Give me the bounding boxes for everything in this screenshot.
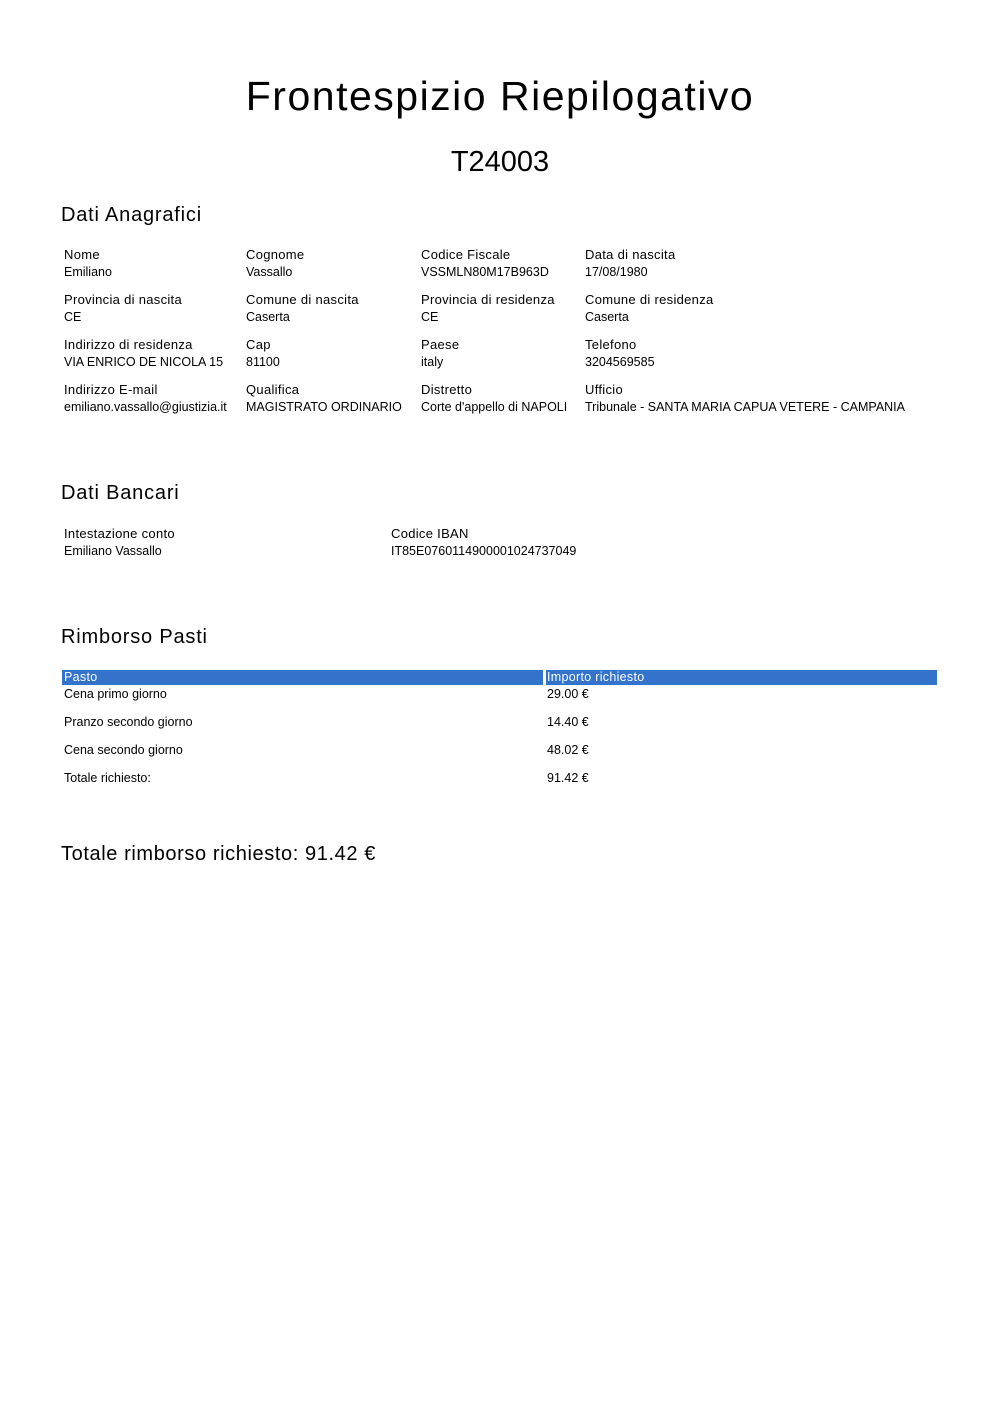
header-importo: Importo richiesto: [547, 670, 645, 684]
field-label: Cap: [246, 337, 271, 352]
field-value: italy: [421, 355, 444, 369]
cell-pasto: Pranzo secondo giorno: [64, 715, 193, 729]
field-value: IT85E0760114900001024737049: [391, 544, 577, 558]
field-iban: [391, 526, 576, 559]
field-value: 3204569585: [585, 355, 655, 369]
table-row: [62, 741, 937, 769]
field-label: Intestazione conto: [64, 526, 175, 541]
field-telefono: [585, 337, 655, 370]
field-provincia-nascita: [64, 292, 182, 325]
field-label: Data di nascita: [585, 247, 676, 262]
field-value: 17/08/1980: [585, 265, 648, 279]
field-label: Distretto: [421, 382, 473, 397]
field-paese: [421, 337, 459, 370]
field-comune-nascita: [246, 292, 359, 325]
field-label: Provincia di residenza: [421, 292, 555, 307]
field-value: Tribunale - SANTA MARIA CAPUA VETERE - CAMPANIA: [585, 400, 905, 414]
field-value: CE: [421, 310, 439, 324]
header-pasto: Pasto: [64, 670, 98, 684]
meal-table: [62, 670, 937, 797]
field-data-nascita: [585, 247, 676, 280]
field-label: Comune di nascita: [246, 292, 359, 307]
cell-pasto: Totale richiesto:: [64, 771, 151, 785]
field-value: emiliano.vassallo@giustizia.it: [64, 400, 227, 414]
field-value: Emiliano: [64, 265, 112, 279]
table-row: [62, 685, 937, 713]
field-cognome: [246, 247, 304, 280]
field-label: Paese: [421, 337, 460, 352]
cell-pasto: Cena secondo giorno: [64, 743, 183, 757]
field-value: CE: [64, 310, 82, 324]
section-title-bancari: Dati Bancari: [61, 482, 180, 504]
cell-importo: 29.00 €: [547, 687, 589, 701]
field-qualifica: [246, 382, 402, 415]
grand-total: Totale rimborso richiesto: 91.42 €: [61, 843, 376, 865]
table-row-total: [62, 769, 937, 797]
section-title-pasti: Rimborso Pasti: [61, 626, 208, 648]
meal-table-header: [62, 670, 937, 685]
field-value: Caserta: [246, 310, 290, 324]
field-ufficio: [585, 382, 905, 415]
field-label: Comune di residenza: [585, 292, 714, 307]
field-value: MAGISTRATO ORDINARIO: [246, 400, 402, 414]
field-label: Indirizzo E-mail: [64, 382, 158, 397]
field-intestazione-conto: [64, 526, 175, 559]
cell-importo: 48.02 €: [547, 743, 589, 757]
field-indirizzo-residenza: [64, 337, 223, 370]
field-label: Codice IBAN: [391, 526, 469, 541]
field-value: VSSMLN80M17B963D: [421, 265, 549, 279]
field-cap: [246, 337, 280, 370]
field-label: Cognome: [246, 247, 305, 262]
field-label: Qualifica: [246, 382, 300, 397]
field-label: Nome: [64, 247, 100, 262]
document-code: T24003: [450, 146, 550, 178]
field-email: [64, 382, 227, 415]
field-distretto: [421, 382, 567, 415]
field-value: VIA ENRICO DE NICOLA 15: [64, 355, 224, 369]
field-codice-fiscale: [421, 247, 549, 280]
cell-importo: 14.40 €: [547, 715, 589, 729]
cell-importo: 91.42 €: [547, 771, 589, 785]
field-value: 81100: [246, 355, 280, 369]
field-label: Telefono: [585, 337, 637, 352]
field-label: Ufficio: [585, 382, 623, 397]
field-label: Codice Fiscale: [421, 247, 511, 262]
field-comune-residenza: [585, 292, 714, 325]
field-nome: [64, 247, 112, 280]
section-title-anagrafica: Dati Anagrafici: [61, 204, 202, 226]
field-value: Vassallo: [246, 265, 293, 279]
table-row: [62, 713, 937, 741]
field-label: Provincia di nascita: [64, 292, 182, 307]
field-label: Indirizzo di residenza: [64, 337, 193, 352]
document-title: Frontespizio Riepilogativo: [245, 73, 755, 119]
cell-pasto: Cena primo giorno: [64, 687, 167, 701]
field-value: Emiliano Vassallo: [64, 544, 162, 558]
field-provincia-residenza: [421, 292, 555, 325]
header-separator: [543, 670, 546, 685]
field-value: Corte d'appello di NAPOLI: [421, 400, 568, 414]
field-value: Caserta: [585, 310, 629, 324]
